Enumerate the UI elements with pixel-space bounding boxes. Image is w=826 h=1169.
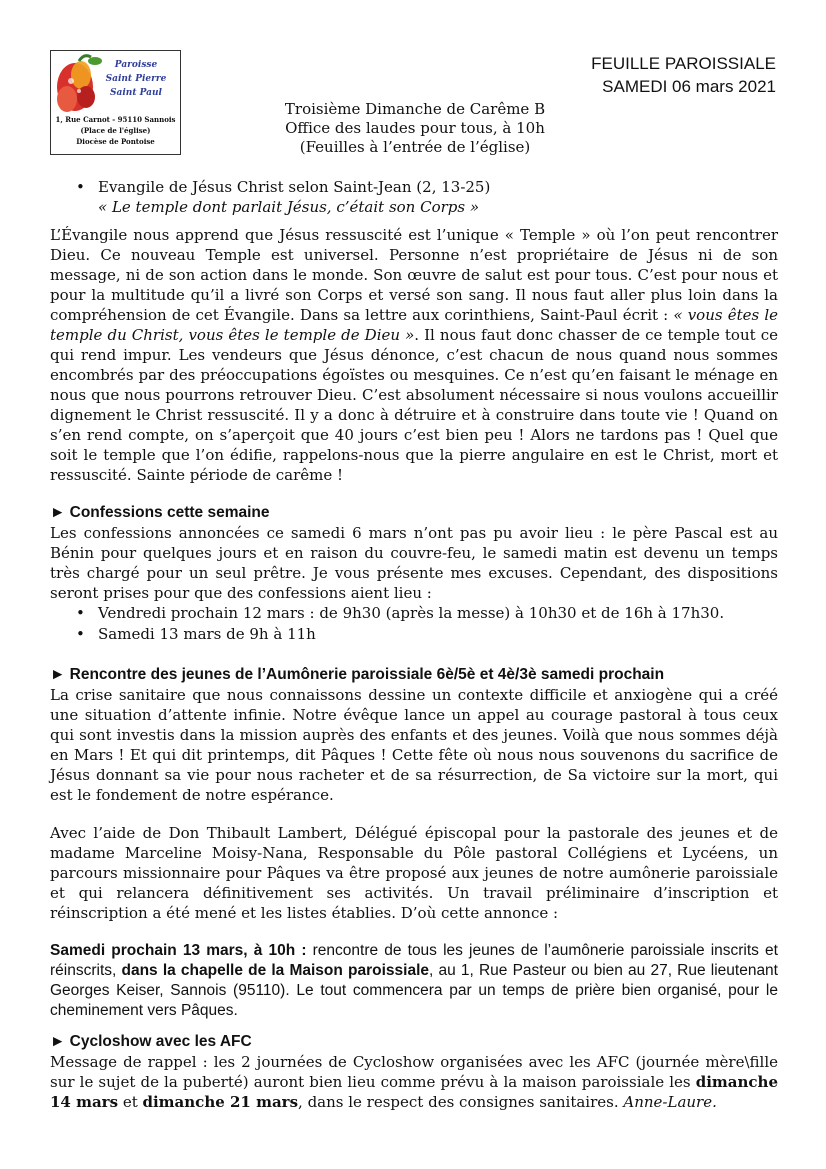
confessions-text: Les confessions annoncées ce samedi 6 mars n’ont pas pu avoir lieu : le père Pascal est au Bénin pour quelques jours et en raison du couvre-feu, le samedi matin est devenu un temps très chargé pour un seul prêtre. Je vous présente mes excuses. Cependant, des dispositions seront prises pour que des confessions aient lieu : <box>50 524 778 602</box>
sheet-date: SAMEDI 06 mars 2021 <box>602 77 776 96</box>
liturgy-note: (Feuilles à l’entrée de l’église) <box>299 138 531 156</box>
bullet-icon: • <box>76 604 85 622</box>
homily-text-1: L’Évangile nous apprend que Jésus ressuscité est l’unique « Temple » où l’on peut rencontrer Dieu. Ce nouveau Temple est universel. Personne n’est propriétaire de Jésus ni de son message, ni de son action dans le monde. Son œuvre de salut est pour tous. C’est pour nous et pour la multitude qu’il a livré son Corps et versé son sang. Il nous faut aller plus loin dans la compréhension de cet Évangile. Dans sa lettre aux corinthiens, Saint-Paul écrit : <box>50 226 778 324</box>
cycloshow-section <box>50 1032 778 1112</box>
aumonerie-paragraph-2: Avec l’aide de Don Thibault Lambert, Délégué épiscopal pour la pastorale des jeunes et de madame Marceline Moisy-Nana, Responsable du Pôle pastoral Collégiens et Lycéens, un parcours missionnaire pour Pâques va être proposé aux jeunes de notre aumônerie paroissiale et qui relancera définitivement ses activités. Un travail préliminaire d’inscription et réinscription a été mené et les listes établies. D’où cette annonce : <box>50 824 778 922</box>
announcement-place: dans la chapelle de la Maison paroissiale <box>121 962 430 979</box>
confession-slot-1: Vendredi prochain 12 mars : de 9h30 (après la messe) à 10h30 et de 16h à 17h30. <box>98 604 725 622</box>
bullet-icon: • <box>76 178 85 196</box>
announcement-text-2: , au 1, Rue Pasteur ou bien au 27, Rue lieutenant Georges Keiser, Sannois (95110). Le tout commencera par un temps de prière bien organisé, pour le cheminement vers Pâques. <box>50 962 778 1019</box>
homily-paragraph <box>50 225 778 485</box>
gospel-ref: Evangile de Jésus Christ selon Saint-Jean (2, 13-25) <box>98 178 491 196</box>
list-item <box>50 603 778 624</box>
confession-slot-2: Samedi 13 mars de 9h à 11h <box>98 625 316 643</box>
bullet-icon: • <box>76 625 85 643</box>
cycloshow-date-1: dimanche 14 mars <box>50 1073 778 1111</box>
homily-quote: « vous êtes le temple du Christ, vous êtes le temple de Dieu » <box>50 306 779 344</box>
aumonerie-section <box>50 665 778 1021</box>
logo-name-line-1: Paroisse <box>114 60 158 70</box>
confessions-section <box>50 503 778 645</box>
announcement-date: Samedi prochain 13 mars, à 10h : <box>50 942 307 959</box>
logo-diocese: Diocèse de Pontoise <box>76 137 155 146</box>
aumonerie-paragraph-1: La crise sanitaire que nous connaissons dessine un contexte difficile et anxiogène qui a créé une situation d’attente infinie. Notre évêque lance un appel au courage pastoral à tous ceux qui sont investis dans la mission auprès des enfants et des jeunes. Voilà que nous sommes déjà en Mars ! Et qui dit printemps, dit Pâques ! Cette fête où nous nous souvenons du sacrifice de Jésus donnant sa vie pour nous racheter et de sa résurrection, de Sa victoire sur la mort, qui est le fondement de notre espérance. <box>50 686 778 804</box>
liturgy-office: Office des laudes pour tous, à 10h <box>285 119 545 137</box>
cycloshow-signature: Anne-Laure. <box>623 1093 717 1111</box>
announcement-text-1: rencontre de tous les jeunes de l’aumônerie paroissiale inscrits et réinscrits, <box>50 942 778 979</box>
homily-text-2: . Il nous faut donc chasser de ce temple tout ce qui rend impur. Les vendeurs que Jésus dénonce, c’est chacun de nous quand nous sommes encombrés par des préoccupations égoïstes ou mesquines. Ce n’est qu’en faisant le ménage en nous que nous pourrons retrouver Dieu. C’est absolument nécessaire si nous voulons accueillir dignement le Christ ressuscité. Il y a donc à détruire et à construire dans toute vie ! Quand on s’en rend compte, on s’aperçoit que 40 jours c’est bien peu ! Alors ne tardons pas ! Quel que soit le temple que l’on édifie, rappelons-nous que la pierre angulaire en est le Christ, mort et ressuscité. Sainte période de carême ! <box>50 326 778 484</box>
confessions-list <box>50 603 778 645</box>
sheet-header <box>591 52 776 98</box>
cycloshow-heading: ► Cycloshow avec les AFC <box>50 1033 252 1050</box>
cycloshow-text-2: et <box>118 1093 143 1111</box>
gospel-quote: « Le temple dont parlait Jésus, c’était son Corps » <box>98 198 480 216</box>
aumonerie-announcement <box>50 941 778 1021</box>
list-item <box>50 624 778 645</box>
logo-address: 1, Rue Carnot - 95110 Sannois <box>55 115 176 124</box>
aumonerie-heading: ► Rencontre des jeunes de l’Aumônerie paroissiale 6è/5è et 4è/3è samedi prochain <box>50 666 665 683</box>
gospel-reference <box>50 177 778 217</box>
logo-name-line-3: Saint Paul <box>110 88 162 98</box>
cycloshow-text-3: , dans le respect des consignes sanitaires. <box>298 1093 624 1111</box>
cycloshow-text <box>50 1052 778 1112</box>
liturgy-sunday: Troisième Dimanche de Carême B <box>284 100 546 118</box>
logo-place: (Place de l'église) <box>80 126 151 135</box>
liturgy-heading <box>240 100 590 157</box>
sheet-title: FEUILLE PAROISSIALE <box>591 54 776 73</box>
confessions-heading: ► Confessions cette semaine <box>50 504 270 521</box>
cycloshow-text-1: Message de rappel : les 2 journées de Cycloshow organisées avec les AFC (journée mère\fille sur le sujet de la puberté) auront bien lieu comme prévu à la maison paroissiale les <box>50 1053 778 1091</box>
parish-logo <box>50 50 181 155</box>
cycloshow-date-2: dimanche 21 mars <box>142 1093 299 1111</box>
logo-name-line-2: Saint Pierre <box>105 74 167 84</box>
